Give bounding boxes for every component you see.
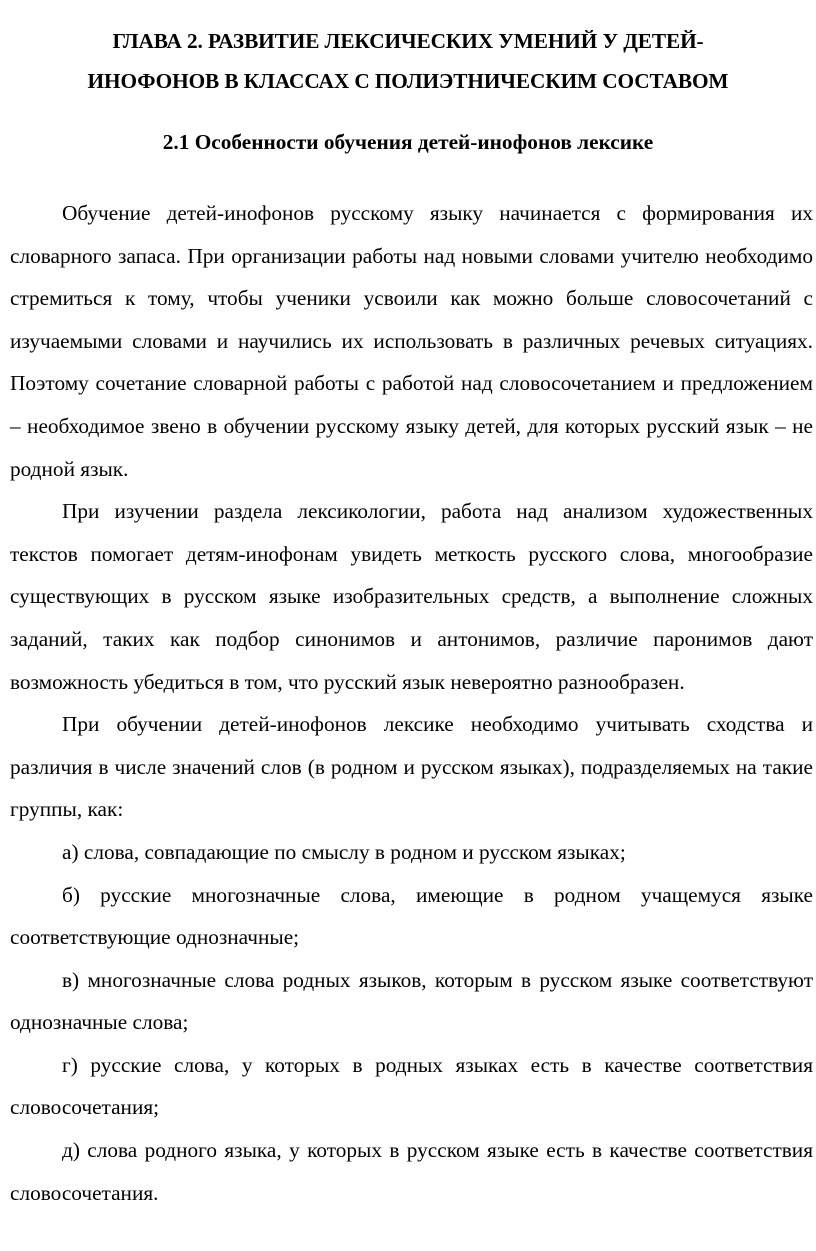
list-item: б) русские многозначные слова, имеющие в родном учащемуся языке соответствующие однозначные; [10,882,813,950]
paragraph: Обучение детей-инофонов русскому языку начинается с формирования их словарного запаса. При организации работы над новыми словами учителю необходимо стремиться к тому, чтобы ученики усвоили как можно больше словосочетаний с изучаемыми словами и научились их использовать в различных речевых ситуациях. Поэтому сочетание словарной работы с работой над словосочетанием и предложением – необходимое звено в обучении русскому языку детей, для которых русский язык – не родной язык. [10,201,813,481]
list-item: а) слова, совпадающие по смыслу в родном и русском языках; [62,839,626,864]
list-item: в) многозначные слова родных языков, которым в русском языке соответствуют однозначные слова; [10,967,813,1035]
chapter-title-line-2: ИНОФОНОВ В КЛАССАХ С ПОЛИЭТНИЧЕСКИМ СОСТАВОМ [87,69,729,93]
chapter-title [10,21,806,101]
paragraph: При изучении раздела лексикологии, работа над анализом художественных текстов помогает детям-инофонам увидеть меткость русского слова, многообразие существующих в русском языке изобразительных средств, а выполнение сложных заданий, таких как подбор синонимов и антонимов, различие паронимов дают возможность убедиться в том, что русский язык невероятно разнообразен. [10,499,813,694]
list-item: г) русские слова, у которых в родных языках есть в качестве соответствия словосочетания; [10,1052,813,1120]
body-text [10,192,813,1214]
paragraph: При обучении детей-инофонов лексике необходимо учитывать сходства и различия в числе значений слов (в родном и русском языках), подразделяемых на такие группы, как: [10,712,813,822]
list-item: д) слова родного языка, у которых в русском языке есть в качестве соответствия словосочетания. [10,1138,813,1205]
chapter-title-line-1: ГЛАВА 2. РАЗВИТИЕ ЛЕКСИЧЕСКИХ УМЕНИЙ У ДЕТЕЙ- [112,29,704,53]
section-title: 2.1 Особенности обучения детей-инофонов лексике [162,130,654,154]
